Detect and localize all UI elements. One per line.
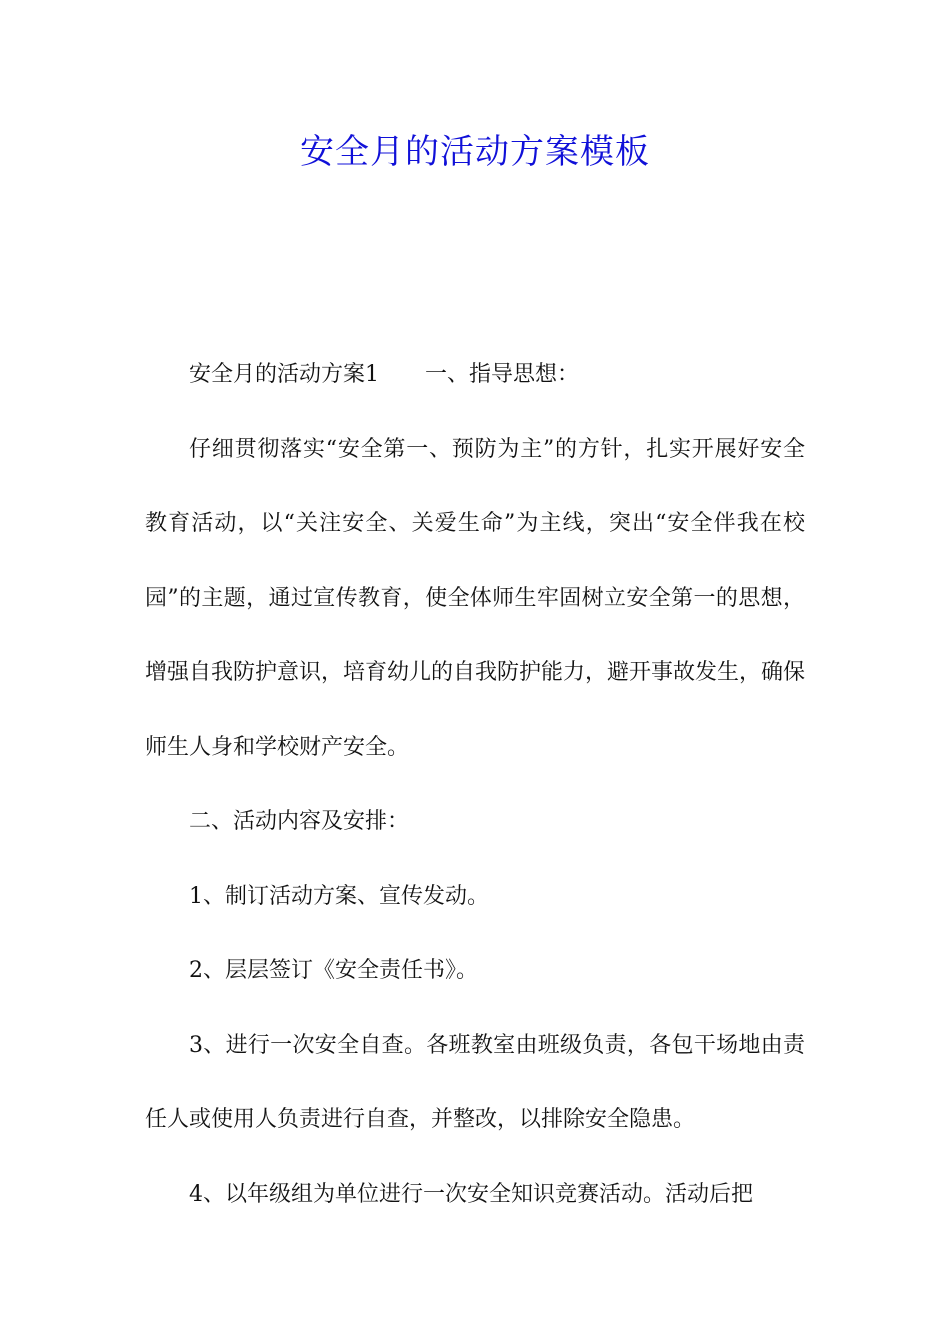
section-intro-line [145,338,805,413]
section-heading: 一、指导思想： [425,362,580,387]
document-body [145,338,805,1232]
paragraph-item-3: 3、进行一次安全自查。各班教室由班级负责，各包干场地由责任人或使用人负责进行自查，并整改，以排除安全隐患。 [145,1032,805,1132]
section-title: 安全月的活动方案1 [189,362,379,387]
document-title: 安全月的活动方案模板 [300,132,650,172]
paragraph-item-4: 4、以年级组为单位进行一次安全知识竞赛活动。活动后把 [189,1181,753,1207]
paragraph-heading-activities: 二、活动内容及安排： [189,809,410,834]
paragraph-item-2: 2、层层签订《安全责任书》。 [189,958,478,983]
paragraph-item-1: 1、制订活动方案、宣传发动。 [189,883,489,909]
paragraph-guiding-thought: 仔细贯彻落实“安全第一、预防为主”的方针，扎实开展好安全教育活动，以“关注安全、关爱生命”为主线，突出“安全伴我在校园”的主题，通过宣传教育，使全体师生牢固树立安全第一的思想，增强自我防护意识，培育幼儿的自我防护能力，避开事故发生，确保师生人身和学校财产安全。 [145,436,806,760]
